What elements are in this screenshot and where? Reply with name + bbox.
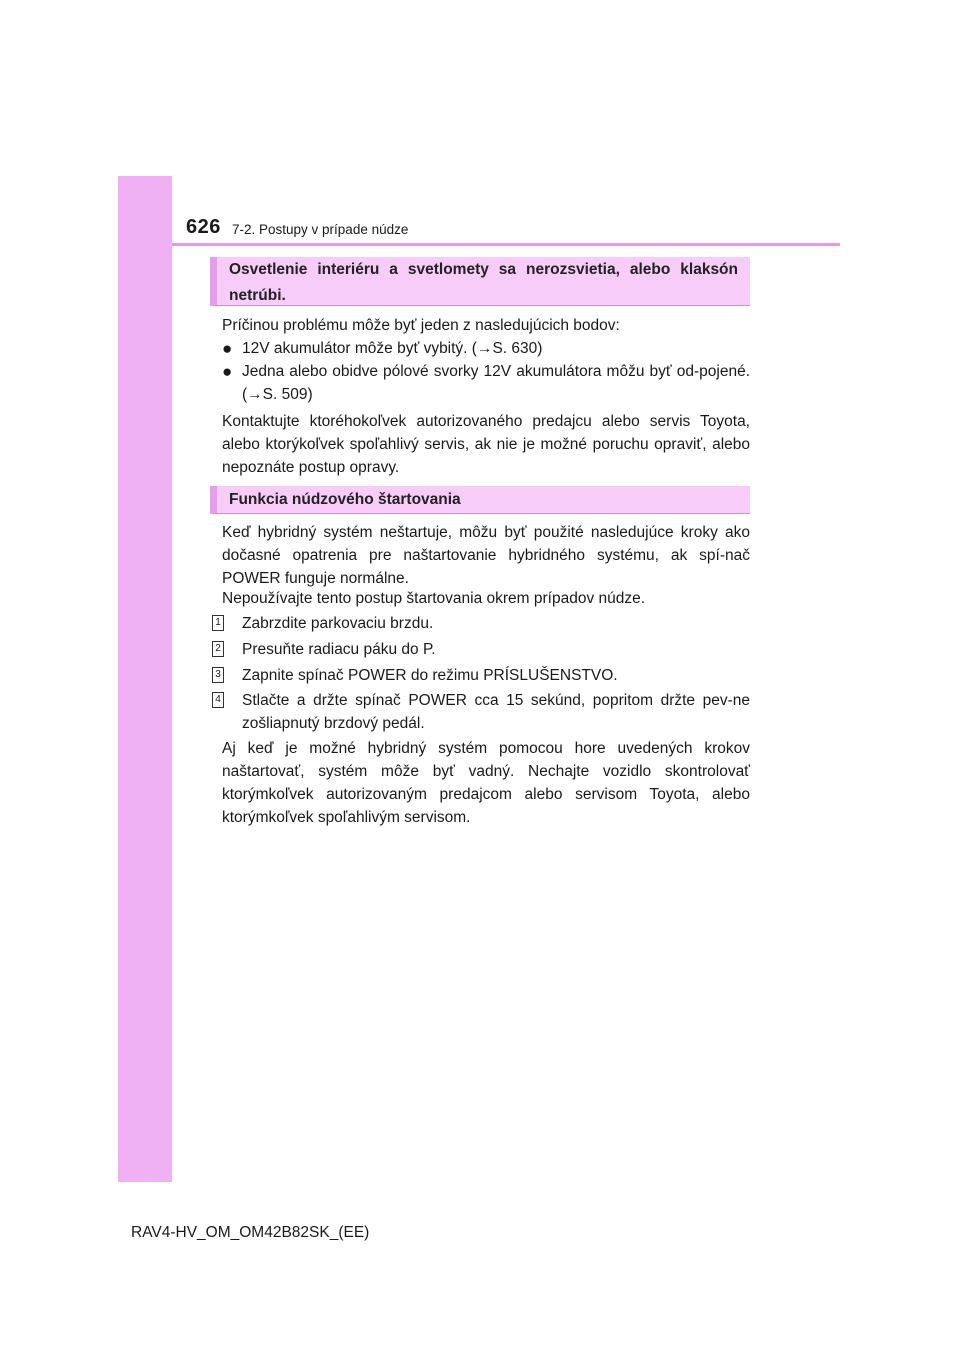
step-item	[212, 664, 750, 687]
bullet-item	[222, 360, 750, 406]
step-number: 4	[212, 692, 224, 708]
step-number: 3	[212, 667, 224, 683]
chapter-sidebar-tab	[118, 176, 172, 1182]
step-text: Stlačte a držte spínač POWER cca 15 sekúnd, popritom držte pev-ne zošliapnutý brzdový pedál.	[242, 692, 750, 732]
step-text: Zabrzdite parkovaciu brzdu.	[242, 615, 434, 632]
step-number: 1	[212, 615, 224, 631]
header-rule	[172, 243, 840, 246]
step-number: 2	[212, 641, 224, 657]
page-number: 626	[186, 216, 221, 238]
emergency-intro: Keď hybridný systém neštartuje, môžu byť použité nasledujúce kroky ako dočasné opatrenia pre naštartovanie hybridného systému, ak spí-nač POWER funguje normálne.	[222, 524, 750, 587]
bullet-item	[222, 337, 750, 360]
step-item	[212, 689, 750, 735]
bullet-dot-icon: ●	[222, 339, 233, 358]
step-item	[212, 612, 750, 635]
contact-paragraph: Kontaktujte ktoréhokoľvek autorizovaného predajcu alebo servis Toyota, alebo ktorýkoľvek spoľahlivý servis, ak nie je možné poruchu opraviť, alebo nepoznáte postup opravy.	[222, 413, 750, 476]
step-item	[212, 638, 750, 661]
emergency-warning: Nepoužívajte tento postup štartovania okrem prípadov núdze.	[222, 590, 646, 607]
bullet-text: Jedna alebo obidve pólové svorky 12V akumulátora môžu byť od-pojené. (→S. 509)	[242, 363, 750, 403]
closing-paragraph: Aj keď je možné hybridný systém pomocou hore uvedených krokov naštartovať, systém môže byť vadný. Nechajte vozidlo skontrolovať ktorýmkoľvek autorizovaným predajcom alebo servisom Toyota, alebo ktorýmkoľvek spoľahlivým servisom.	[222, 740, 750, 826]
document-code: RAV4-HV_OM_OM42B82SK_(EE)	[131, 1224, 370, 1241]
step-text: Zapnite spínač POWER do režimu PRÍSLUŠENSTVO.	[242, 667, 618, 684]
cause-intro: Príčinou problému môže byť jeden z nasledujúcich bodov:	[222, 317, 620, 334]
step-text: Presuňte radiacu páku do P.	[242, 641, 436, 658]
section-heading-lights: Osvetlenie interiéru a svetlomety sa nerozsvietia, alebo klaksón netrúbi.	[210, 257, 750, 306]
chapter-title: 7-2. Postupy v prípade núdze	[232, 222, 409, 237]
bullet-dot-icon: ●	[222, 362, 233, 381]
bullet-text: 12V akumulátor môže byť vybitý. (→S. 630)	[242, 340, 543, 357]
section-heading-emergency-start: Funkcia núdzového štartovania	[210, 486, 750, 514]
